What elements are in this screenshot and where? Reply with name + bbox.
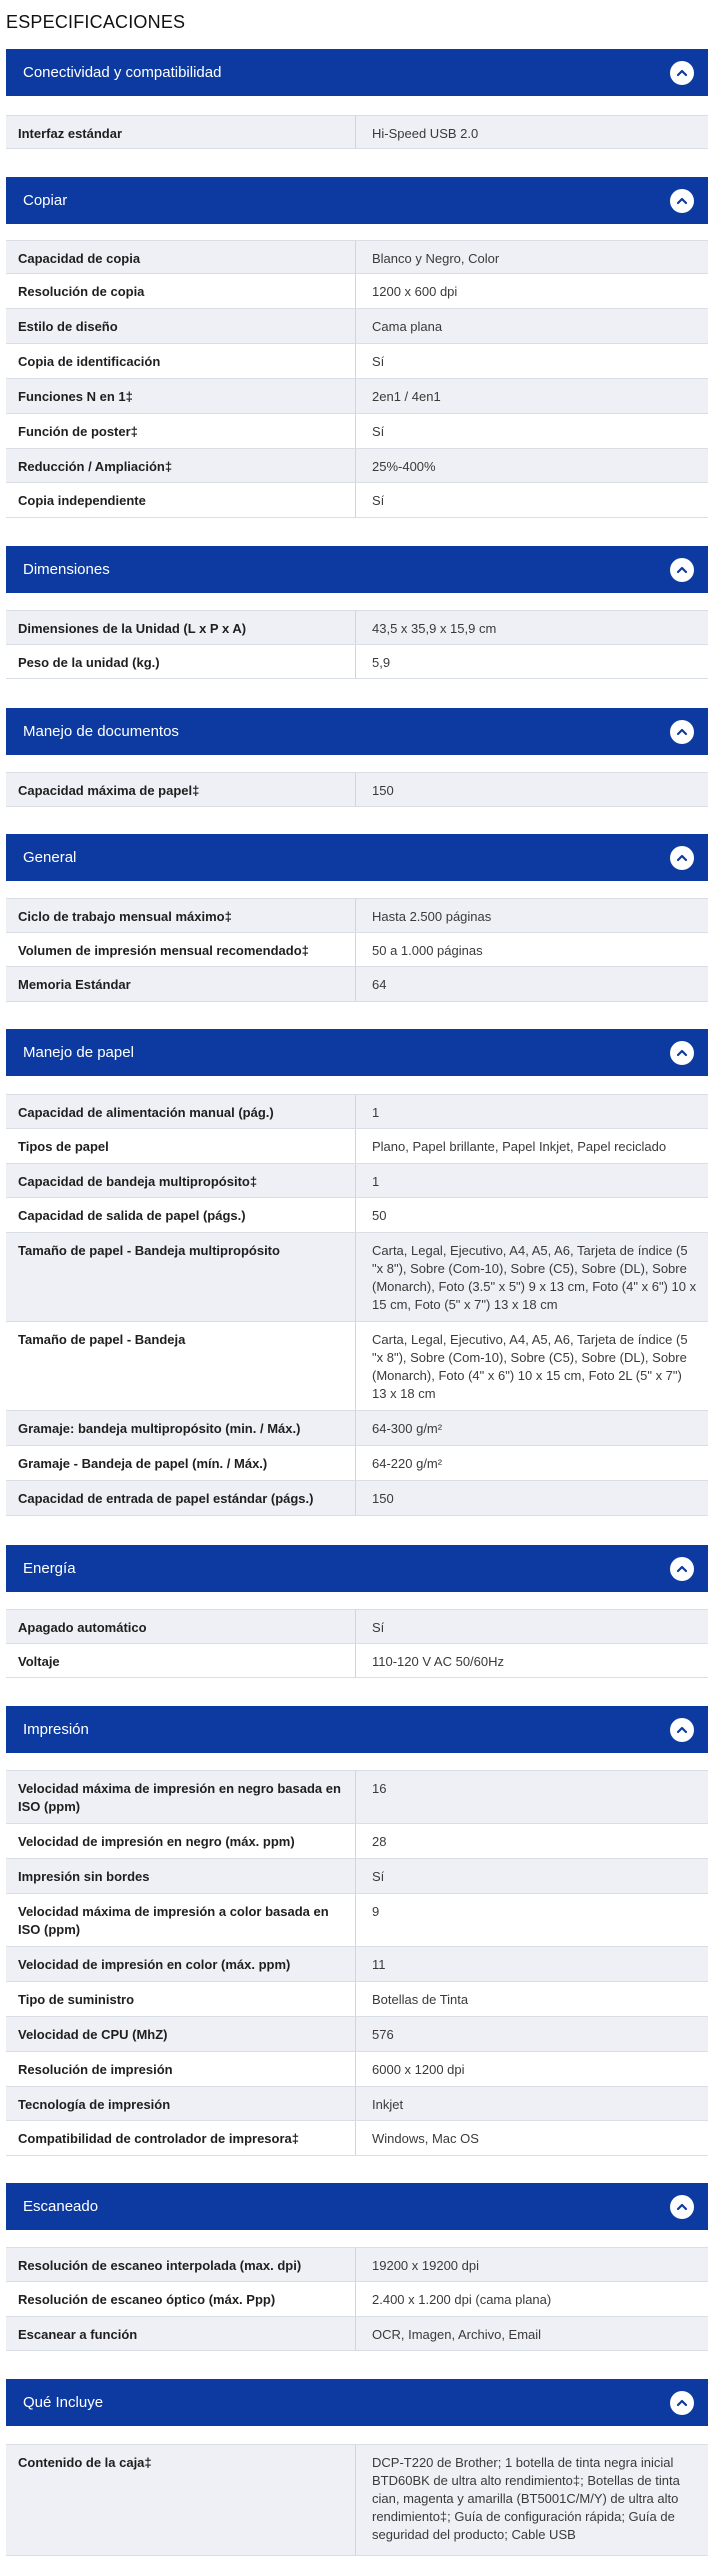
spec-label: Escanear a función [6,2317,356,2350]
spec-label: Copia de identificación [6,344,356,378]
chevron-up-icon[interactable] [670,558,694,582]
section-title: General [23,849,77,866]
spec-label: Resolución de escaneo interpolada (max. dpi) [6,2248,356,2281]
section-header-conectividad-y-compatibilidad[interactable] [6,49,708,96]
spec-value: DCP-T220 de Brother; 1 botella de tinta negra inicial BTD60BK de ultra alto rendimiento‡; Botellas de tinta cian, magenta y amarilla (BT5001C/M/Y) de ultra alto rendimiento‡; Guía de configuración rápida; Guía de seguridad del producto; Cable USB [372,2455,680,2542]
spec-label: Capacidad de salida de papel (págs.) [6,1198,356,1232]
spec-row [6,1481,708,1516]
section-header-escaneado[interactable] [6,2183,708,2230]
spec-label: Interfaz estándar [6,116,356,148]
spec-value: 1 [372,1174,380,1189]
spec-row [6,1129,708,1164]
chevron-up-icon[interactable] [670,2195,694,2219]
spec-row [6,1094,708,1129]
spec-label: Tamaño de papel - Bandeja [6,1322,356,1410]
spec-row [6,115,708,149]
section-header-general[interactable] [6,834,708,881]
spec-label: Contenido de la caja‡ [6,2445,356,2555]
spec-row [6,274,708,309]
spec-value: OCR, Imagen, Archivo, Email [372,2327,542,2342]
spec-row [6,610,708,645]
spec-label: Memoria Estándar [6,967,356,1001]
section-title: Impresión [23,1721,89,1738]
spec-row [6,898,708,933]
spec-label: Capacidad de copia [6,241,356,273]
spec-label: Capacidad de alimentación manual (pág.) [6,1095,356,1128]
spec-value: 64-220 g/m² [372,1456,443,1471]
spec-row [6,414,708,449]
spec-label: Peso de la unidad (kg.) [6,645,356,678]
spec-value: 5,9 [372,655,391,670]
chevron-up-icon[interactable] [670,61,694,85]
spec-row [6,1609,708,1644]
spec-value: 64-300 g/m² [372,1421,443,1436]
spec-label: Dimensiones de la Unidad (L x P x A) [6,611,356,644]
spec-row [6,1644,708,1678]
spec-value: Windows, Mac OS [372,2131,479,2146]
spec-label: Capacidad de bandeja multipropósito‡ [6,1164,356,1197]
spec-label: Copia independiente [6,483,356,517]
spec-row [6,1198,708,1233]
spec-label: Velocidad de impresión en negro (máx. ppm) [6,1824,356,1858]
spec-value: 9 [372,1904,380,1919]
spec-label: Función de poster‡ [6,414,356,448]
spec-row [6,1982,708,2017]
spec-row [6,1164,708,1198]
spec-label: Impresión sin bordes [6,1859,356,1893]
spec-row [6,2282,708,2317]
spec-value: Hi-Speed USB 2.0 [372,126,479,141]
spec-row [6,933,708,967]
spec-row [6,344,708,379]
spec-label: Tecnología de impresión [6,2087,356,2120]
spec-value: Plano, Papel brillante, Papel Inkjet, Papel reciclado [372,1139,667,1154]
spec-row [6,1322,708,1411]
spec-value: Carta, Legal, Ejecutivo, A4, A5, A6, Tarjeta de índice (5 "x 8"), Sobre (Com-10), Sobre (C5), Sobre (DL), Sobre (Monarch), Foto (4" x 6") 10 x 15 cm, Foto 2L (5" x 7") 13 x 18 cm [372,1332,688,1401]
spec-row [6,645,708,679]
spec-row [6,1894,708,1947]
spec-row [6,1233,708,1322]
spec-label: Velocidad máxima de impresión a color basada en ISO (ppm) [6,1894,356,1946]
spec-label: Tipos de papel [6,1129,356,1163]
spec-label: Voltaje [6,1644,356,1677]
spec-label: Funciones N en 1‡ [6,379,356,413]
spec-row [6,1446,708,1481]
spec-label: Capacidad de entrada de papel estándar (págs.) [6,1481,356,1515]
spec-value: 19200 x 19200 dpi [372,2258,479,2273]
section-header-dimensiones[interactable] [6,546,708,593]
section-title: Conectividad y compatibilidad [23,64,222,81]
spec-row [6,967,708,1002]
section-header-manejo-de-papel[interactable] [6,1029,708,1076]
spec-value: Sí [372,424,385,439]
spec-value: 50 [372,1208,387,1223]
spec-value: Blanco y Negro, Color [372,251,500,266]
section-header-energia[interactable] [6,1545,708,1592]
spec-row [6,483,708,518]
spec-value: Sí [372,1620,385,1635]
spec-label: Gramaje - Bandeja de papel (mín. / Máx.) [6,1446,356,1480]
spec-value: 64 [372,977,387,992]
spec-label: Resolución de copia [6,274,356,308]
spec-value: Sí [372,1869,385,1884]
section-header-impresion[interactable] [6,1706,708,1753]
spec-row [6,309,708,344]
spec-value: Cama plana [372,319,443,334]
spec-row [6,449,708,483]
spec-label: Ciclo de trabajo mensual máximo‡ [6,899,356,932]
spec-value: 28 [372,1834,387,1849]
spec-label: Tipo de suministro [6,1982,356,2016]
spec-value: 43,5 x 35,9 x 15,9 cm [372,621,497,636]
spec-label: Velocidad de CPU (MhZ) [6,2017,356,2051]
section-header-que-incluye[interactable] [6,2379,708,2426]
section-title: Dimensiones [23,561,110,578]
chevron-up-icon[interactable] [670,1718,694,1742]
spec-value: 6000 x 1200 dpi [372,2062,465,2077]
spec-row [6,240,708,274]
chevron-up-icon[interactable] [670,1041,694,1065]
spec-value: 2.400 x 1.200 dpi (cama plana) [372,2292,552,2307]
spec-row [6,1947,708,1982]
spec-label: Resolución de impresión [6,2052,356,2086]
spec-row [6,2087,708,2121]
chevron-up-icon[interactable] [670,846,694,870]
spec-value: 50 a 1.000 páginas [372,943,483,958]
chevron-up-icon[interactable] [670,2391,694,2415]
spec-value: Hasta 2.500 páginas [372,909,492,924]
spec-value: 11 [372,1957,386,1972]
spec-value: 110-120 V AC 50/60Hz [372,1654,505,1669]
chevron-up-icon[interactable] [670,189,694,213]
spec-row [6,2317,708,2351]
spec-value: 150 [372,783,394,798]
spec-label: Capacidad máxima de papel‡ [6,773,356,806]
spec-label: Estilo de diseño [6,309,356,343]
spec-row [6,1411,708,1446]
spec-row [6,772,708,807]
section-title: Escaneado [23,2198,99,2215]
spec-row [6,2247,708,2282]
spec-label: Resolución de escaneo óptico (máx. Ppp) [6,2282,356,2316]
spec-label: Reducción / Ampliación‡ [6,449,356,482]
spec-row [6,1770,708,1824]
spec-value: Inkjet [372,2097,404,2112]
section-header-manejo-de-documentos[interactable] [6,708,708,755]
spec-value: Botellas de Tinta [372,1992,469,2007]
spec-value: 2en1 / 4en1 [372,389,441,404]
section-title: Manejo de papel [23,1044,134,1061]
chevron-up-icon[interactable] [670,720,694,744]
spec-value: 25%-400% [372,459,436,474]
spec-label: Velocidad de impresión en color (máx. ppm) [6,1947,356,1981]
spec-row [6,379,708,414]
spec-value: 576 [372,2027,394,2042]
section-title: Copiar [23,192,68,209]
spec-row [6,1859,708,1894]
section-title: Manejo de documentos [23,723,179,740]
section-title: Qué Incluye [23,2394,104,2411]
spec-value: 1 [372,1105,380,1120]
spec-value: 16 [372,1781,387,1796]
spec-value: Carta, Legal, Ejecutivo, A4, A5, A6, Tarjeta de índice (5 "x 8"), Sobre (Com-10), Sobre (C5), Sobre (DL), Sobre (Monarch), Foto (3.5" x 5") 9 x 13 cm, Foto (4" x 6") 10 x 15 cm, Foto (5" x 7") 13 x 18 cm [372,1243,697,1312]
spec-label: Compatibilidad de controlador de impresora‡ [6,2121,356,2155]
spec-value: Sí [372,493,385,508]
spec-label: Apagado automático [6,1610,356,1643]
spec-row [6,2444,708,2556]
spec-row [6,2052,708,2087]
spec-value: Sí [372,354,385,369]
spec-row [6,2017,708,2052]
spec-value: 1200 x 600 dpi [372,284,458,299]
spec-value: 150 [372,1491,394,1506]
chevron-up-icon[interactable] [670,1557,694,1581]
spec-label: Velocidad máxima de impresión en negro basada en ISO (ppm) [6,1771,356,1823]
spec-label: Volumen de impresión mensual recomendado‡ [6,933,356,966]
spec-label: Gramaje: bandeja multipropósito (min. / Máx.) [6,1411,356,1445]
section-title: Energía [23,1560,76,1577]
spec-row [6,1824,708,1859]
section-header-copiar[interactable] [6,177,708,224]
spec-label: Tamaño de papel - Bandeja multipropósito [6,1233,356,1321]
page-title: ESPECIFICACIONES [6,12,186,32]
spec-row [6,2121,708,2156]
